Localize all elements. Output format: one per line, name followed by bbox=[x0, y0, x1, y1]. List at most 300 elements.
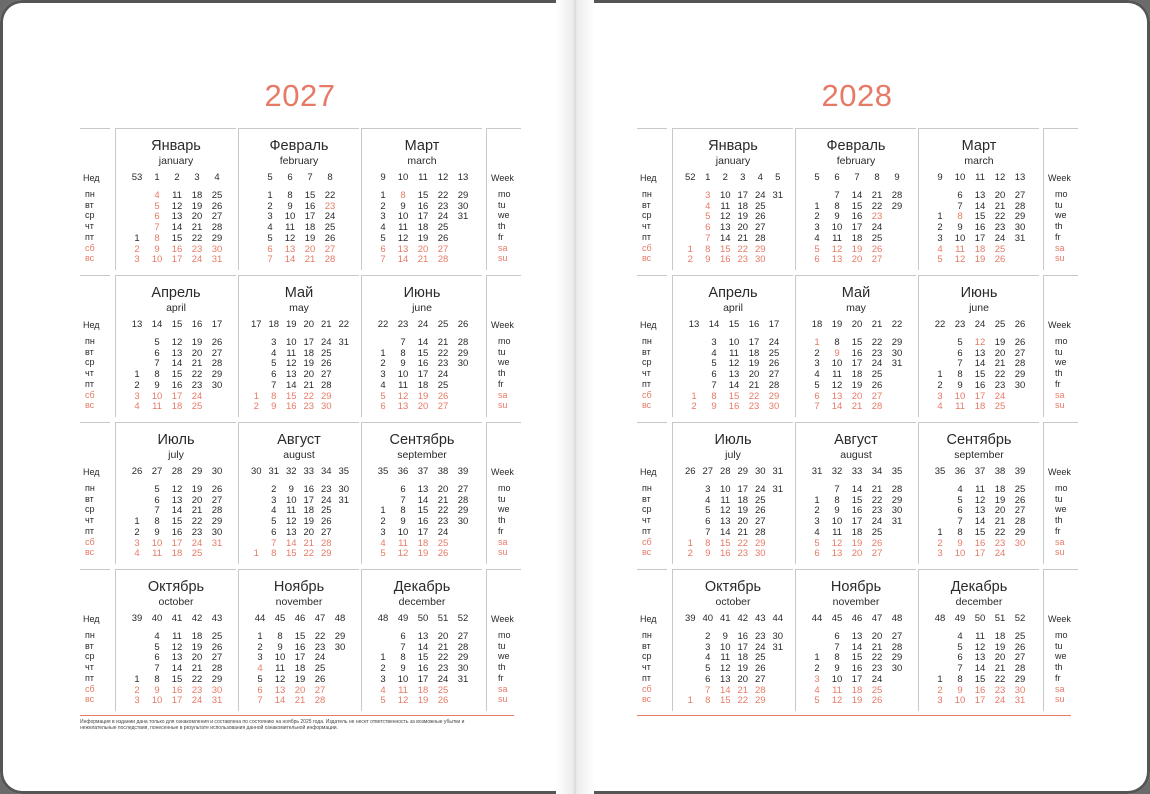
day-number: 22 bbox=[994, 673, 1006, 685]
day-number: 30 bbox=[211, 526, 223, 538]
day-number: 4 bbox=[814, 369, 820, 381]
day-number: 3 bbox=[937, 232, 943, 244]
day-number: 7 bbox=[267, 254, 273, 266]
day-number: 20 bbox=[737, 516, 749, 528]
day-number: 13 bbox=[171, 211, 183, 223]
day-number: 21 bbox=[851, 401, 863, 413]
day-number: 28 bbox=[754, 526, 766, 538]
day-number: 2 bbox=[814, 347, 820, 359]
week-label-ru: Нед bbox=[83, 467, 100, 477]
rule-line bbox=[362, 128, 482, 129]
week-number: 17 bbox=[211, 319, 223, 330]
day-number: 20 bbox=[748, 369, 760, 381]
day-number: 3 bbox=[380, 369, 386, 381]
day-number: 4 bbox=[957, 631, 963, 642]
rule-line bbox=[637, 128, 667, 129]
weekday-label-ru: вс bbox=[642, 694, 652, 705]
day-number: 3 bbox=[267, 211, 273, 223]
week-number: 2 bbox=[722, 172, 728, 183]
week-number: 26 bbox=[131, 466, 143, 477]
day-number: 15 bbox=[728, 390, 740, 402]
week-number: 3 bbox=[194, 172, 200, 183]
day-number: 27 bbox=[211, 347, 223, 359]
day-number: 17 bbox=[737, 190, 749, 201]
day-number: 16 bbox=[719, 254, 731, 266]
day-number: 11 bbox=[729, 347, 739, 359]
week-number: 41 bbox=[719, 613, 731, 624]
rule-line bbox=[796, 422, 916, 423]
week-number: 28 bbox=[171, 466, 183, 477]
day-number: 28 bbox=[754, 232, 766, 244]
day-number: 10 bbox=[284, 211, 296, 223]
day-number: 7 bbox=[957, 516, 963, 528]
week-number: 32 bbox=[285, 466, 297, 477]
day-number: 25 bbox=[437, 379, 449, 391]
day-number: 7 bbox=[271, 537, 277, 549]
day-number: 22 bbox=[191, 369, 203, 381]
weekday-label-en: th bbox=[1055, 368, 1063, 379]
day-number: 21 bbox=[437, 641, 449, 653]
month-name-ru: Май bbox=[841, 285, 871, 301]
day-number: 3 bbox=[380, 526, 386, 538]
day-number: 21 bbox=[994, 200, 1006, 212]
week-number: 8 bbox=[327, 172, 333, 183]
weekday-label-ru: чт bbox=[85, 515, 94, 526]
day-number: 27 bbox=[1014, 347, 1026, 359]
day-number: 27 bbox=[871, 254, 883, 266]
day-number: 18 bbox=[974, 243, 986, 255]
weekday-label-ru: ср bbox=[85, 210, 95, 221]
month-april bbox=[672, 275, 793, 417]
day-number: 28 bbox=[1014, 516, 1026, 528]
day-number: 15 bbox=[285, 390, 297, 402]
day-number: 11 bbox=[285, 222, 295, 234]
day-number: 12 bbox=[831, 695, 843, 707]
day-number: 1 bbox=[814, 200, 820, 212]
week-number: 12 bbox=[437, 172, 449, 183]
day-number: 4 bbox=[257, 663, 263, 675]
day-number: 20 bbox=[737, 222, 749, 234]
day-number: 27 bbox=[211, 652, 223, 664]
day-number: 3 bbox=[937, 390, 943, 402]
week-label-en: Week bbox=[1048, 614, 1071, 624]
day-number: 10 bbox=[728, 337, 740, 348]
week-number: 18 bbox=[268, 319, 280, 330]
day-number: 8 bbox=[957, 673, 963, 685]
day-number: 6 bbox=[957, 190, 963, 201]
day-number: 9 bbox=[277, 641, 283, 653]
day-number: 15 bbox=[974, 211, 986, 223]
week-number: 23 bbox=[397, 319, 409, 330]
day-number: 5 bbox=[705, 505, 711, 517]
day-number: 14 bbox=[285, 537, 297, 549]
day-number: 23 bbox=[737, 548, 749, 560]
day-number: 30 bbox=[211, 379, 223, 391]
day-number: 29 bbox=[1014, 369, 1026, 381]
week-number: 1 bbox=[154, 172, 160, 183]
day-number: 3 bbox=[814, 358, 820, 370]
month-august bbox=[238, 422, 359, 564]
rule-line bbox=[1044, 275, 1078, 276]
day-number: 14 bbox=[397, 254, 409, 266]
day-number: 21 bbox=[437, 337, 449, 348]
day-number: 2 bbox=[271, 484, 277, 495]
rule-line bbox=[796, 569, 916, 570]
weekday-label-en: fr bbox=[1055, 378, 1061, 389]
rule-line bbox=[116, 128, 236, 129]
day-number: 24 bbox=[768, 337, 780, 348]
day-number: 21 bbox=[303, 379, 315, 391]
week-column-en bbox=[1043, 275, 1078, 417]
day-number: 20 bbox=[994, 347, 1006, 359]
week-number: 4 bbox=[757, 172, 763, 183]
month-name-ru: Декабрь bbox=[950, 579, 1008, 595]
rule-line bbox=[487, 128, 521, 129]
month-august bbox=[795, 422, 916, 564]
day-number: 30 bbox=[772, 631, 784, 642]
day-number: 10 bbox=[831, 358, 843, 370]
day-number: 26 bbox=[211, 641, 223, 653]
day-number: 10 bbox=[397, 369, 409, 381]
week-number: 39 bbox=[1014, 466, 1026, 477]
bottom-rule bbox=[80, 715, 514, 716]
day-number: 23 bbox=[191, 379, 203, 391]
day-number: 19 bbox=[974, 254, 986, 266]
day-number: 21 bbox=[871, 484, 883, 495]
day-number: 14 bbox=[171, 505, 183, 517]
month-name-en: september bbox=[397, 449, 447, 461]
day-number: 14 bbox=[728, 379, 740, 391]
day-number: 15 bbox=[294, 631, 306, 642]
day-number: 3 bbox=[380, 673, 386, 685]
day-number: 28 bbox=[320, 379, 332, 391]
rule-line bbox=[919, 128, 1039, 129]
month-name-en: march bbox=[964, 155, 994, 167]
day-number: 15 bbox=[851, 652, 863, 664]
day-number: 23 bbox=[324, 200, 336, 212]
week-number: 53 bbox=[131, 172, 143, 183]
day-number: 22 bbox=[437, 652, 449, 664]
day-number: 1 bbox=[380, 652, 386, 664]
day-number: 16 bbox=[417, 358, 429, 370]
week-number: 34 bbox=[320, 466, 332, 477]
day-number: 13 bbox=[974, 347, 986, 359]
day-number: 22 bbox=[303, 548, 315, 560]
month-name-ru: Август bbox=[277, 432, 321, 448]
day-number: 17 bbox=[171, 254, 183, 266]
day-number: 22 bbox=[994, 369, 1006, 381]
day-number: 28 bbox=[1014, 663, 1026, 675]
day-number: 5 bbox=[154, 200, 160, 212]
week-label-ru: Нед bbox=[640, 173, 657, 183]
day-number: 4 bbox=[271, 347, 277, 359]
day-number: 20 bbox=[851, 390, 863, 402]
day-number: 8 bbox=[834, 652, 840, 664]
rule-line bbox=[239, 128, 359, 129]
day-number: 21 bbox=[437, 494, 449, 506]
month-name-ru: Сентябрь bbox=[389, 432, 455, 448]
week-number: 40 bbox=[702, 613, 714, 624]
day-number: 12 bbox=[719, 505, 731, 517]
week-number: 10 bbox=[397, 172, 409, 183]
day-number: 16 bbox=[728, 401, 740, 413]
day-number: 21 bbox=[191, 663, 203, 675]
day-number: 28 bbox=[320, 537, 332, 549]
day-number: 18 bbox=[994, 484, 1006, 495]
day-number: 18 bbox=[851, 684, 863, 696]
day-number: 10 bbox=[285, 337, 297, 348]
week-number: 42 bbox=[191, 613, 203, 624]
weekday-label-ru: ср bbox=[642, 504, 652, 515]
day-number: 15 bbox=[417, 190, 429, 201]
day-number: 6 bbox=[400, 484, 406, 495]
month-december bbox=[361, 569, 482, 711]
day-number: 7 bbox=[957, 200, 963, 212]
day-number: 10 bbox=[954, 390, 966, 402]
day-number: 18 bbox=[417, 684, 429, 696]
week-number: 35 bbox=[377, 466, 389, 477]
day-number: 1 bbox=[253, 548, 259, 560]
day-number: 6 bbox=[154, 347, 160, 359]
day-number: 29 bbox=[457, 347, 469, 359]
week-number: 45 bbox=[274, 613, 286, 624]
week-number: 30 bbox=[250, 466, 262, 477]
day-number: 29 bbox=[891, 494, 903, 506]
day-number: 25 bbox=[871, 526, 883, 538]
week-number: 39 bbox=[684, 613, 696, 624]
day-number: 30 bbox=[1014, 222, 1026, 234]
day-number: 7 bbox=[711, 379, 717, 391]
day-number: 31 bbox=[772, 641, 784, 653]
day-number: 6 bbox=[705, 222, 711, 234]
day-number: 29 bbox=[211, 232, 223, 244]
day-number: 26 bbox=[437, 695, 449, 707]
day-number: 6 bbox=[814, 548, 820, 560]
day-number: 16 bbox=[974, 222, 986, 234]
week-number: 44 bbox=[811, 613, 823, 624]
day-number: 19 bbox=[851, 695, 863, 707]
week-column-en bbox=[1043, 569, 1078, 711]
day-number: 1 bbox=[814, 652, 820, 664]
day-number: 14 bbox=[417, 641, 429, 653]
day-number: 1 bbox=[937, 673, 943, 685]
day-number: 5 bbox=[380, 695, 386, 707]
week-number: 52 bbox=[1014, 613, 1026, 624]
day-number: 1 bbox=[267, 190, 273, 201]
week-number: 9 bbox=[937, 172, 943, 183]
week-number: 6 bbox=[834, 172, 840, 183]
day-number: 4 bbox=[380, 537, 386, 549]
day-number: 13 bbox=[171, 494, 183, 506]
weekday-label-en: tu bbox=[1055, 199, 1063, 210]
weekday-label-en: we bbox=[1055, 357, 1067, 368]
day-number: 13 bbox=[831, 390, 843, 402]
day-number: 9 bbox=[288, 484, 294, 495]
week-number: 16 bbox=[191, 319, 203, 330]
weekday-label-en: sa bbox=[498, 683, 508, 694]
day-number: 30 bbox=[1014, 379, 1026, 391]
day-number: 15 bbox=[171, 232, 183, 244]
weekday-label-ru: пн bbox=[642, 336, 652, 346]
day-number: 13 bbox=[171, 652, 183, 664]
day-number: 24 bbox=[871, 358, 883, 370]
year-title: 2028 bbox=[821, 78, 893, 113]
weekday-label-ru: ср bbox=[85, 504, 95, 515]
weekday-label-en: th bbox=[498, 662, 506, 673]
week-label-en: Week bbox=[491, 614, 514, 624]
month-name-en: june bbox=[969, 302, 989, 314]
day-number: 22 bbox=[437, 347, 449, 359]
day-number: 17 bbox=[417, 369, 429, 381]
day-number: 6 bbox=[957, 505, 963, 517]
day-number: 18 bbox=[974, 401, 986, 413]
weekday-label-ru: пт bbox=[85, 378, 94, 389]
day-number: 2 bbox=[134, 243, 140, 255]
day-number: 17 bbox=[171, 537, 183, 549]
day-number: 29 bbox=[1014, 673, 1026, 685]
month-name-ru: Февраль bbox=[826, 138, 886, 154]
month-name-ru: Декабрь bbox=[393, 579, 451, 595]
day-number: 13 bbox=[831, 548, 843, 560]
day-number: 10 bbox=[831, 222, 843, 234]
week-number: 28 bbox=[719, 466, 731, 477]
day-number: 17 bbox=[974, 390, 986, 402]
weekday-label-ru: вс bbox=[642, 547, 652, 558]
day-number: 15 bbox=[974, 673, 986, 685]
day-number: 5 bbox=[711, 358, 717, 370]
week-number: 13 bbox=[688, 319, 700, 330]
weekday-label-ru: чт bbox=[642, 368, 651, 379]
month-name-ru: Май bbox=[284, 285, 314, 301]
day-number: 18 bbox=[303, 347, 315, 359]
day-number: 9 bbox=[834, 505, 840, 517]
day-number: 14 bbox=[719, 232, 731, 244]
day-number: 12 bbox=[831, 537, 843, 549]
week-label-ru: Нед bbox=[640, 320, 657, 330]
day-number: 18 bbox=[851, 232, 863, 244]
weekday-label-ru: чт bbox=[85, 368, 94, 379]
day-number: 13 bbox=[831, 254, 843, 266]
day-number: 29 bbox=[891, 337, 903, 348]
day-number: 24 bbox=[437, 673, 449, 685]
day-number: 10 bbox=[954, 548, 966, 560]
rule-line bbox=[116, 569, 236, 570]
day-number: 7 bbox=[154, 222, 160, 234]
day-number: 14 bbox=[974, 663, 986, 675]
day-number: 11 bbox=[172, 190, 182, 201]
day-number: 3 bbox=[937, 548, 943, 560]
day-number: 30 bbox=[457, 663, 469, 675]
day-number: 21 bbox=[304, 254, 316, 266]
day-number: 27 bbox=[754, 673, 766, 685]
day-number: 19 bbox=[294, 673, 306, 685]
month-name-ru: Июль bbox=[157, 432, 195, 448]
day-number: 19 bbox=[417, 548, 429, 560]
week-number: 29 bbox=[737, 466, 749, 477]
weekday-label-ru: ср bbox=[642, 651, 652, 662]
day-number: 17 bbox=[851, 516, 863, 528]
week-number: 26 bbox=[457, 319, 469, 330]
weekday-label-ru: пн bbox=[85, 189, 95, 199]
day-number: 22 bbox=[437, 190, 449, 201]
day-number: 31 bbox=[1014, 695, 1026, 707]
week-number: 45 bbox=[831, 613, 843, 624]
week-number: 40 bbox=[151, 613, 163, 624]
day-number: 25 bbox=[871, 369, 883, 381]
day-number: 3 bbox=[705, 484, 711, 495]
day-number: 21 bbox=[191, 222, 203, 234]
week-number: 35 bbox=[338, 466, 350, 477]
day-number: 26 bbox=[437, 548, 449, 560]
day-number: 18 bbox=[294, 663, 306, 675]
day-number: 26 bbox=[211, 200, 223, 212]
day-number: 23 bbox=[994, 379, 1006, 391]
day-number: 30 bbox=[457, 516, 469, 528]
day-number: 26 bbox=[871, 695, 883, 707]
day-number: 9 bbox=[834, 347, 840, 359]
day-number: 28 bbox=[1014, 358, 1026, 370]
day-number: 2 bbox=[134, 684, 140, 696]
day-number: 13 bbox=[719, 673, 731, 685]
day-number: 6 bbox=[400, 631, 406, 642]
day-number: 5 bbox=[380, 548, 386, 560]
rule-line bbox=[673, 128, 793, 129]
day-number: 22 bbox=[994, 211, 1006, 223]
day-number: 2 bbox=[380, 663, 386, 675]
week-number: 30 bbox=[211, 466, 223, 477]
day-number: 8 bbox=[400, 505, 406, 517]
quarter-block bbox=[80, 128, 520, 271]
day-number: 2 bbox=[380, 516, 386, 528]
day-number: 25 bbox=[314, 663, 326, 675]
day-number: 6 bbox=[154, 652, 160, 664]
day-number: 14 bbox=[171, 663, 183, 675]
day-number: 16 bbox=[285, 401, 297, 413]
month-december bbox=[918, 569, 1039, 711]
weekday-label-ru: пт bbox=[85, 231, 94, 242]
day-number: 31 bbox=[772, 190, 784, 201]
day-number: 3 bbox=[705, 641, 711, 653]
day-number: 16 bbox=[851, 663, 863, 675]
month-name-ru: Февраль bbox=[269, 138, 329, 154]
day-number: 18 bbox=[417, 537, 429, 549]
day-number: 16 bbox=[974, 379, 986, 391]
day-number: 16 bbox=[171, 526, 183, 538]
week-column-en bbox=[1043, 422, 1078, 564]
day-number: 19 bbox=[737, 211, 749, 223]
day-number: 27 bbox=[754, 516, 766, 528]
week-number: 1 bbox=[705, 172, 711, 183]
day-number: 2 bbox=[687, 548, 693, 560]
week-number: 25 bbox=[437, 319, 449, 330]
day-number: 7 bbox=[834, 641, 840, 653]
day-number: 24 bbox=[191, 254, 203, 266]
day-number: 17 bbox=[974, 695, 986, 707]
day-number: 23 bbox=[320, 484, 332, 495]
weekday-label-ru: вт bbox=[85, 199, 94, 210]
day-number: 10 bbox=[397, 673, 409, 685]
day-number: 10 bbox=[274, 652, 286, 664]
weekday-label-ru: вт bbox=[642, 493, 651, 504]
day-number: 9 bbox=[834, 663, 840, 675]
day-number: 10 bbox=[151, 254, 163, 266]
day-number: 14 bbox=[417, 337, 429, 348]
rule-line bbox=[919, 422, 1039, 423]
day-number: 7 bbox=[380, 254, 386, 266]
weekday-label-en: we bbox=[498, 504, 510, 515]
day-number: 19 bbox=[417, 695, 429, 707]
day-number: 29 bbox=[320, 548, 332, 560]
